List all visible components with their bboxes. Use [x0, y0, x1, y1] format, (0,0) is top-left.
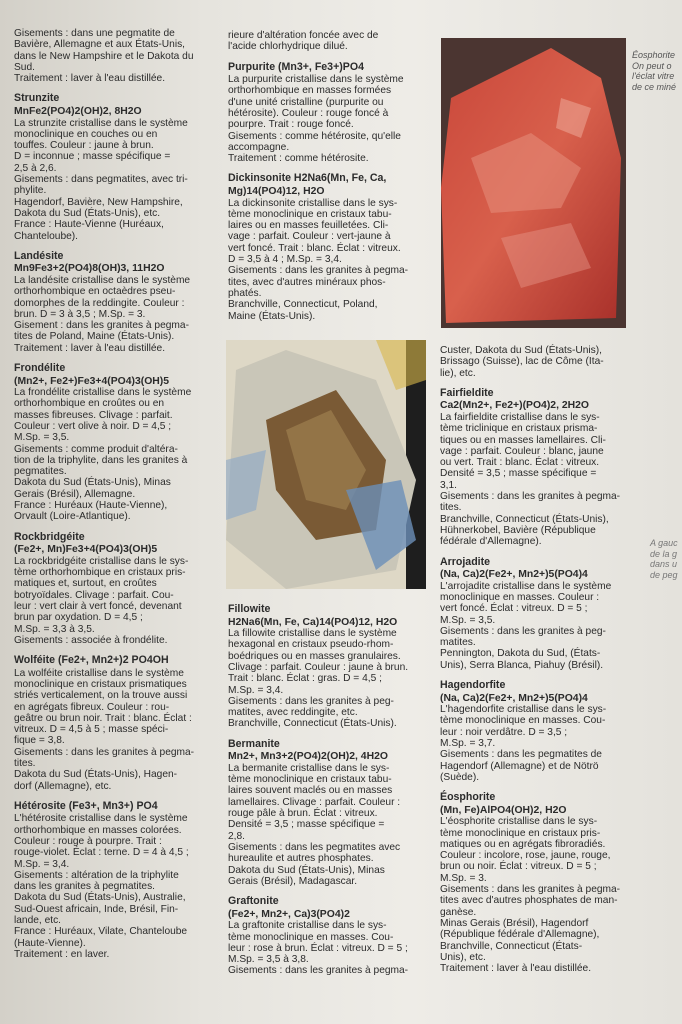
text-line: hétérosite). Couleur : rouge foncé à — [228, 107, 389, 119]
text-line: tites avec d'autres phosphates de man- — [440, 895, 618, 907]
text-line: botryoïdales. Clivage : parfait. Cou- — [14, 589, 174, 601]
mineral-entry — [228, 30, 426, 53]
text-line: matites. — [440, 637, 476, 649]
text-line: Gisement : dans les granites à pegma- — [14, 320, 189, 332]
text-line: Couleur : incolore, rose, jaune, rouge, — [440, 850, 611, 862]
column-2 — [228, 30, 426, 331]
text-line: tites, avec d'autres minéraux phos- — [228, 276, 386, 288]
text-line: leur : vert clair à vert foncé, devenant — [14, 600, 182, 612]
text-line: l'acide chlorhydrique dilué. — [228, 41, 348, 53]
mineral-name: Arrojadite — [440, 555, 491, 568]
text-line: brun. D = 3 à 3,5 ; M.Sp. = 3. — [14, 308, 146, 320]
text-line: Branchville, Connecticut (États-Unis), — [440, 513, 609, 525]
text-line: L'arrojadite cristallise dans le système — [440, 580, 612, 592]
text-line: tème monoclinique en cristaux tabu- — [228, 774, 392, 786]
mineral-name: Purpurite (Mn3+, Fe3+)PO4 — [228, 60, 364, 73]
mineral-name: Graftonite — [228, 895, 279, 908]
mineral-name: Landésite — [14, 249, 64, 262]
mineral-formula: (Na, Ca)2(Fe2+, Mn2+)5(PO4)4 — [440, 569, 588, 581]
column-1 — [14, 28, 210, 969]
caption-line: de peg — [650, 569, 678, 580]
text-line: Gisements : dans les granites à pegma- — [228, 965, 409, 977]
text-line: 2,5 à 2,6. — [14, 162, 57, 174]
red-mineral-photo — [441, 38, 626, 328]
margin-caption-top — [632, 50, 682, 92]
text-line: Traitement : laver à l'eau distillée. — [14, 342, 166, 354]
text-line: France : Huréaux (Haute-Vienne), — [14, 500, 168, 512]
column-3 — [440, 345, 636, 983]
text-line: Gisements : dans une pegmatite de — [14, 28, 175, 39]
text-line: dans le New Hampshire et le Dakota du — [14, 50, 194, 62]
text-line: tème triclinique en cristaux prisma- — [440, 423, 598, 435]
text-line: M.Sp. = 3,5 à 3,8. — [228, 954, 309, 966]
mineral-name: Strunzite — [14, 92, 60, 105]
mineral-formula: H2Na6(Mn, Fe, Ca)14(PO4)12, H2O — [228, 616, 398, 628]
mineral-entry — [440, 388, 636, 548]
mineral-name: Hétérosite (Fe3+, Mn3+) PO4 — [14, 799, 158, 812]
red-mineral-illustration — [441, 38, 626, 328]
text-line: Minas Gerais (Brésil), Hagendorf — [440, 917, 589, 929]
text-line: La graftonite cristallise dans le sys- — [228, 920, 387, 932]
mineral-name: Fillowite — [228, 603, 271, 615]
text-line: Gerais (Brésil), Allemagne. — [14, 488, 136, 500]
mineral-name: Bermanite — [228, 737, 280, 750]
text-line: Traitement : comme hétérosite. — [228, 153, 369, 165]
text-line: Orvault (Loire-Atlantique). — [14, 511, 131, 523]
text-line: tème monoclinique en masses. Cou- — [440, 715, 606, 727]
text-line: phylite. — [14, 185, 47, 197]
text-line: Chanteloube). — [14, 230, 79, 242]
text-line: Sud. — [14, 61, 35, 73]
text-line: vage : parfait. Couleur : vert-jaune à — [228, 231, 391, 243]
mineral-entry — [440, 345, 636, 379]
text-line: vert foncé. Éclat : vitreux. D = 5 ; — [440, 603, 588, 615]
text-line: monoclinique en cristaux prismatiques — [14, 678, 187, 690]
text-line: La landésite cristallise dans le système — [14, 274, 191, 286]
text-line: D = 3,5 à 4 ; M.Sp. = 3,4. — [228, 254, 342, 266]
text-line: d'une unité cristalline (purpurite ou — [228, 96, 384, 108]
mineral-entry — [14, 363, 210, 523]
text-line: orthorhombique en masses formées — [228, 85, 392, 97]
text-line: pourpre. Trait : rouge foncé. — [228, 119, 354, 131]
text-line: Dakota du Sud (États-Unis), Australie, — [14, 892, 186, 904]
text-line: Branchville, Connecticut (États- — [440, 940, 583, 952]
text-line: vitreux. D = 4,5 à 5 ; masse spéci- — [14, 724, 169, 736]
text-line: Gisements : dans pegmatites, avec tri- — [14, 174, 188, 186]
text-line: tites. — [440, 502, 462, 514]
text-line: La wolféite cristallise dans le système — [14, 667, 184, 679]
text-line: en agrégats fibreux. Couleur : rou- — [14, 701, 170, 713]
text-line: Gisements : dans les pegmatites avec — [228, 841, 401, 853]
text-line: La dickinsonite cristallise dans le sys- — [228, 197, 398, 209]
text-line: M.Sp. = 3,3 à 3,5. — [14, 623, 95, 635]
text-line: fédérale d'Allemagne). — [440, 536, 542, 548]
text-line: M.Sp. = 3. — [440, 872, 487, 884]
text-line: Gisements : dans les granites à pegma- — [14, 746, 195, 758]
caption-line: A gauc — [650, 538, 678, 548]
text-line: Maine (États-Unis). — [228, 310, 316, 322]
text-line: La strunzite cristallise dans le système — [14, 117, 188, 129]
mineral-entry — [14, 93, 210, 241]
mineral-entry — [14, 801, 210, 960]
text-line: 2,8. — [228, 830, 245, 842]
mineral-name: Hagendorfite — [440, 679, 506, 692]
text-line: France : Huréaux, Vilate, Chanteloube — [14, 926, 188, 938]
text-line: La bermanite cristallise dans le sys- — [228, 762, 390, 774]
mineral-name: Frondélite — [14, 362, 66, 375]
mineral-formula: Mg)14(PO4)12, H2O — [228, 185, 325, 197]
margin-caption-middle — [650, 538, 682, 580]
text-line: orthorhombique en octaèdres pseu- — [14, 286, 176, 298]
text-line: Gisements : dans les pegmatites de — [440, 749, 602, 761]
mineral-name: Éosphorite — [440, 791, 496, 804]
text-line: Custer, Dakota du Sud (États-Unis), — [440, 345, 602, 356]
text-line: La purpurite cristallise dans le système — [228, 74, 404, 86]
mineral-formula: Mn2+, Mn3+2(PO4)2(OH)2, 4H2O — [228, 751, 388, 763]
text-line: ou vert. Trait : blanc. Éclat : vitreux. — [440, 457, 600, 469]
text-line: ganèse. — [440, 906, 477, 918]
text-line: Densité = 3,5 ; masse spécifique = — [440, 468, 597, 480]
text-line: L'éosphorite cristallise dans le sys- — [440, 816, 598, 828]
text-line: Gisements : dans les granites à pegma- — [440, 884, 621, 896]
text-line: M.Sp. = 3,5. — [440, 614, 496, 626]
text-line: tème monoclinique en masses. Cou- — [228, 931, 394, 943]
text-line: hureaulite et autres phosphates. — [228, 853, 374, 865]
text-line: Branchville, Connecticut (États-Unis). — [228, 718, 397, 730]
text-line: matiques ou en agrégats fibroradiés. — [440, 838, 606, 850]
text-line: Traitement : laver à l'eau distillée. — [440, 963, 592, 975]
text-line: Unis), etc. — [440, 951, 486, 963]
text-line: Densité = 3,5 ; masse spécifique = — [228, 819, 385, 831]
text-line: boédriques ou en masses granulaires. — [228, 650, 401, 662]
text-line: M.Sp. = 3,5. — [14, 432, 70, 444]
text-line: dans les granites à pegmatites. — [14, 881, 156, 893]
caption-line: de ce miné — [632, 81, 677, 92]
text-line: La fillowite cristallise dans le système — [228, 628, 397, 640]
text-line: leur : noir verdâtre. D = 3,5 ; — [440, 726, 568, 738]
text-line: tion de la triphylite, dans les granites à — [14, 454, 188, 466]
text-line: domorphes de la reddingite. Couleur : — [14, 297, 185, 309]
text-line: Gisements : comme produit d'altéra- — [14, 443, 178, 455]
text-line: La frondélite cristallise dans le système — [14, 387, 192, 399]
text-line: M.Sp. = 3,7. — [440, 738, 496, 749]
mineral-entry — [14, 28, 210, 84]
text-line: D = inconnue ; masse spécifique = — [14, 151, 171, 163]
text-line: M.Sp. = 3,4. — [14, 858, 70, 870]
text-line: monoclinique en couches ou en — [14, 128, 158, 140]
mineral-name: Wolféite (Fe2+, Mn2+)2 PO4OH — [14, 654, 169, 667]
text-line: Gisements : associée à frondélite. — [14, 634, 168, 646]
text-line: Bavière, Allemagne et aux États-Unis, — [14, 39, 186, 51]
mineral-formula: (Mn, Fe)AlPO4(OH)2, H2O — [440, 804, 567, 816]
mineral-entry — [228, 896, 426, 977]
text-line: Gisements : dans les granites à pegma- — [440, 491, 621, 503]
mineral-name: Rockbridgéite — [14, 530, 85, 543]
caption-line: dans u — [650, 559, 678, 569]
text-line: tème monoclinique en cristaux pris- — [440, 827, 601, 839]
text-line: Trait : blanc. Éclat : gras. D = 4,5 ; — [228, 673, 382, 685]
text-line: matiques et, surtout, en croûtes — [14, 578, 157, 590]
mineral-formula: Mn9Fe3+2(PO4)8(OH)3, 11H2O — [14, 263, 165, 275]
mineral-formula: Ca2(Mn2+, Fe2+)(PO4)2, 2H2O — [440, 400, 589, 412]
text-line: L'hétérosite cristallise dans le système — [14, 813, 188, 825]
caption-line: On peut o — [632, 60, 672, 71]
text-line: dorf (Allemagne), etc. — [14, 780, 112, 792]
text-line: brun ou noir. Éclat : vitreux. D = 5 ; — [440, 861, 597, 873]
text-line: fique = 3,8. — [14, 735, 65, 747]
text-line: France : Haute-Vienne (Huréaux, — [14, 219, 164, 231]
text-line: tites de Poland, Maine (États-Unis). — [14, 331, 175, 343]
text-line: Hagendorf, Bavière, New Hampshire, — [14, 196, 183, 208]
text-line: Dakota du Sud (États-Unis), etc. — [14, 207, 161, 219]
crystal-illustration — [226, 340, 426, 589]
text-line: Gisements : comme hétérosite, qu'elle — [228, 130, 401, 142]
text-line: Gisements : dans les granites à pegma- — [228, 265, 409, 277]
mineral-formula: MnFe2(PO4)2(OH)2, 8H2O — [14, 105, 142, 117]
mineral-entry — [228, 173, 426, 321]
text-line: Clivage : parfait. Couleur : jaune à brun. — [228, 661, 409, 673]
text-line: Hühnerkobel, Bavière (République — [440, 524, 596, 536]
text-line: Gisements : dans les granites à peg- — [440, 625, 606, 637]
mineral-entry — [228, 739, 426, 887]
text-line: orthorhombique en masses colorées. — [14, 824, 182, 836]
text-line: lande, etc. — [14, 915, 62, 927]
caption-line: Éosphorite — [632, 50, 676, 60]
text-line: Branchville, Connecticut, Poland, — [228, 299, 378, 311]
text-line: Brissago (Suisse), lac de Côme (Ita- — [440, 356, 604, 368]
text-line: masses fibreuses. Clivage : parfait. — [14, 409, 173, 421]
mineral-entry — [228, 604, 426, 730]
text-line: phatés. — [228, 287, 262, 299]
mineral-formula: (Na, Ca)2(Fe2+, Mn2+)5(PO4)4 — [440, 692, 588, 704]
text-line: Unis), Serra Blanca, Piahuy (Brésil). — [440, 659, 604, 671]
text-line: 3,1. — [440, 479, 457, 491]
text-line: Pennington, Dakota du Sud, (États- — [440, 648, 601, 660]
text-line: monoclinique en masses. Couleur : — [440, 591, 600, 603]
mineral-entry — [440, 680, 636, 783]
mineral-formula: (Mn2+, Fe2+)Fe3+4(PO4)3(OH)5 — [14, 375, 170, 387]
text-line: striés verticalement, on la trouve aussi — [14, 690, 188, 702]
text-line: vage : parfait. Couleur : blanc, jaune — [440, 445, 604, 457]
brown-crystal-photo — [226, 340, 426, 589]
text-line: Gisements : altération de la triphylite — [14, 869, 179, 881]
text-line: rieure d'altération foncée avec de — [228, 30, 379, 41]
text-line: M.Sp. = 3,4. — [228, 684, 284, 696]
text-line: Hagendorf (Allemagne) et de Nötrö — [440, 760, 599, 772]
text-line: Dakota du Sud (États-Unis), Minas — [228, 864, 385, 876]
text-line: Dakota du Sud (États-Unis), Hagen- — [14, 769, 178, 781]
mineral-entry — [440, 557, 636, 671]
mineral-entry — [440, 792, 636, 974]
column-2-lower — [228, 604, 426, 986]
text-line: rouge-violet. Éclat : terne. D = 4 à 4,5 ; — [14, 847, 189, 859]
text-line: matites, avec reddingite, etc. — [228, 707, 358, 719]
text-line: (Haute-Vienne). — [14, 937, 86, 949]
mineral-formula: (Fe2+, Mn)Fe3+4(PO4)3(OH)5 — [14, 544, 158, 556]
mineral-formula: (Fe2+, Mn2+, Ca)3(PO4)2 — [228, 908, 350, 920]
text-line: geâtre ou brun noir. Trait : blanc. Éclat : — [14, 712, 192, 724]
mineral-entry — [14, 655, 210, 792]
text-line: (Suède). — [440, 771, 480, 783]
text-line: Couleur : rouge à pourpre. Trait : — [14, 836, 162, 847]
mineral-name: Fairfieldite — [440, 386, 494, 399]
text-line: La fairfieldite cristallise dans le sys- — [440, 411, 600, 423]
text-line: La rockbridgéite cristallise dans le sys- — [14, 555, 189, 567]
text-line: lie), etc. — [440, 367, 476, 379]
text-line: Sud-Ouest africain, Inde, Brésil, Fin- — [14, 903, 179, 915]
text-line: tème monoclinique en cristaux tabu- — [228, 208, 392, 220]
mineral-name: Dickinsonite H2Na6(Mn, Fe, Ca, — [228, 172, 387, 185]
text-line: Gerais (Brésil), Madagascar. — [228, 875, 358, 887]
text-line: tème orthorhombique en cristaux pris- — [14, 567, 186, 579]
text-line: laires ou en masses feuilletées. Cli- — [228, 220, 389, 232]
text-line: accompagne. — [228, 141, 290, 153]
text-line: leur : rose à brun. Éclat : vitreux. D = 5 ; — [228, 942, 408, 954]
text-line: tites. — [14, 758, 36, 770]
mineral-entry — [228, 62, 426, 165]
text-line: rouge pâle à brun. Éclat : vitreux. — [228, 808, 378, 820]
text-line: Couleur : vert olive à noir. D = 4,5 ; — [14, 421, 172, 432]
text-line: Traitement : laver à l'eau distillée. — [14, 73, 166, 85]
mineral-entry — [14, 532, 210, 646]
text-line: Traitement : en laver. — [14, 948, 110, 960]
text-line: Gisements : dans les granites à peg- — [228, 695, 394, 707]
text-line: lamellaires. Clivage : parfait. Couleur : — [228, 796, 401, 808]
text-line: orthorhombique en croûtes ou en — [14, 398, 165, 410]
text-line: touffes. Couleur : jaune à brun. — [14, 140, 154, 152]
text-line: pegmatites. — [14, 466, 67, 478]
text-line: laires souvent maclés ou en masses — [228, 785, 393, 797]
text-line: vert foncé. Trait : blanc. Éclat : vitreux. — [228, 242, 401, 254]
text-line: Dakota du Sud (États-Unis), Minas — [14, 477, 171, 489]
text-line: hexagonal en cristaux pseudo-rhom- — [228, 639, 394, 651]
caption-line: l'éclat vitre — [632, 71, 675, 81]
text-line: tiques ou en masses lamellaires. Cli- — [440, 434, 606, 446]
caption-line: de la g — [650, 548, 678, 559]
text-line: brun par oxydation. D = 4,5 ; — [14, 612, 143, 624]
text-line: (République fédérale d'Allemagne), — [440, 929, 600, 941]
mineral-entry — [14, 251, 210, 354]
text-line: L'hagendorfite cristallise dans le sys- — [440, 704, 607, 716]
